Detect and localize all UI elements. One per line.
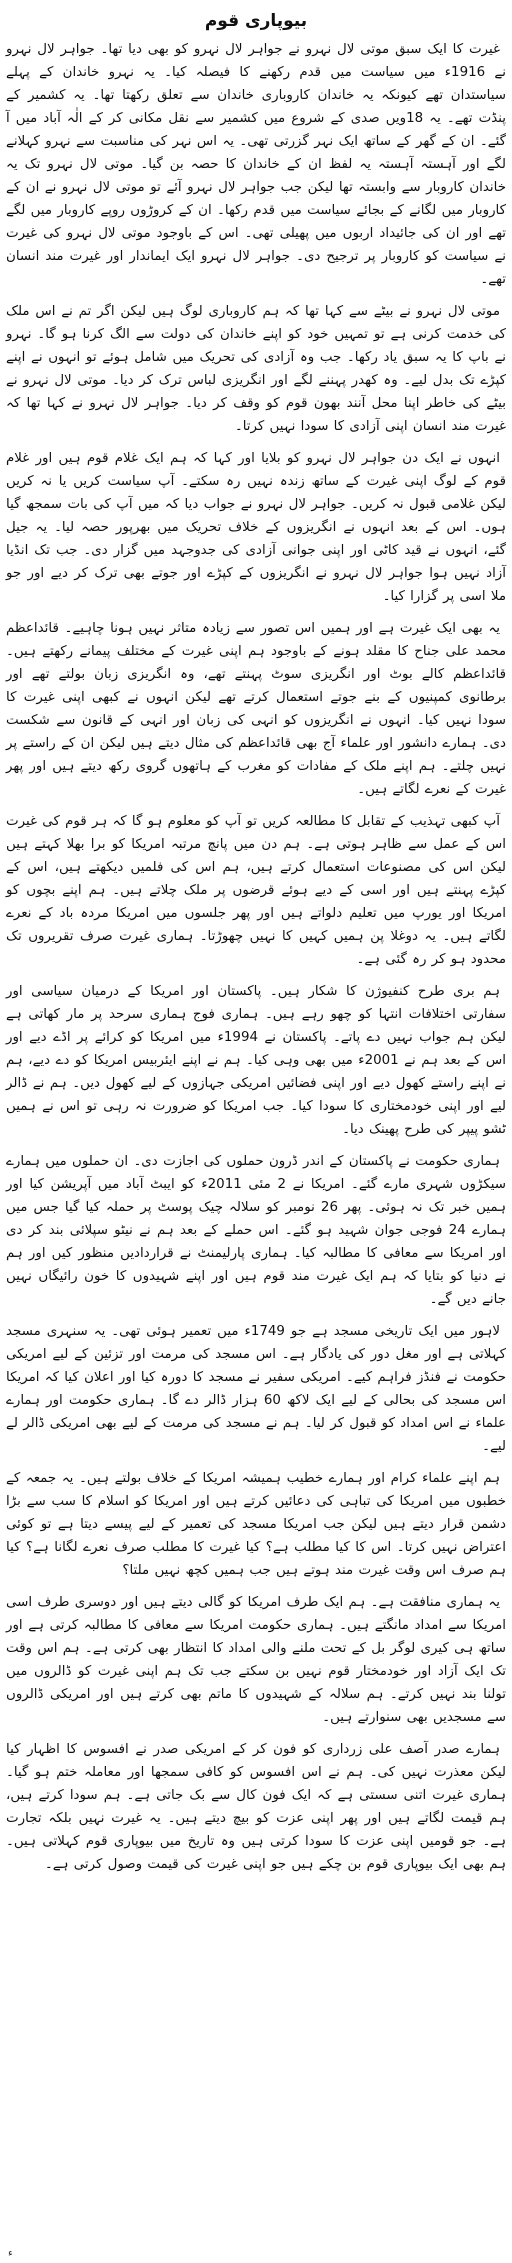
paragraph: ہم اپنے علماء کرام اور ہمارے خطیب ہمیشہ امریکا کے خلاف بولتے ہیں۔ یہ جمعہ کے خطبوں میں امریکا کی تباہی کی دعائیں کرتے ہیں اور امریکا کو اسلام کا سب سے بڑا دشمن قرار دیتے ہیں لیکن جب امریکا مسجد کی تعمیر کے لیے پیسے دیتا ہے تو کوئی اعتراض نہیں کرتا۔ اس کا کیا مطلب ہے؟ کیا غیرت کا مطلب صرف نعرے لگانا ہے؟ کیا ہم صرف اس وقت غیرت مند ہوتے ہیں جب ہمیں کچھ نہیں ملتا؟: [6, 1471, 506, 1578]
paragraph: آپ کبھی تہذیب کے تقابل کا مطالعہ کریں تو آپ کو معلوم ہو گا کہ ہر قوم کی غیرت اس کے عمل سے ظاہر ہوتی ہے۔ ہم دن میں پانچ مرتبہ امریکا کو برا بھلا کہتے ہیں لیکن اس کی مصنوعات استعمال کرتے ہیں، ہم اس کی فلمیں دیکھتے ہیں، اس کے کپڑے پہنتے ہیں اور اسی کے دیے ہوئے قرضوں پر ملک چلاتے ہیں۔ ہم اپنے بچوں کو امریکا اور یورپ میں تعلیم دلواتے ہیں اور پھر جلسوں میں امریکا مردہ باد کے نعرے لگاتے ہیں۔ یہ دوغلا پن ہمیں کہیں کا نہیں چھوڑتا۔ ہماری غیرت صرف تقریروں تک محدود ہو کر رہ گئی ہے۔: [6, 814, 506, 967]
paragraph: ہمارے صدر آصف علی زرداری کو فون کر کے امریکی صدر نے افسوس کا اظہار کیا لیکن معذرت نہیں کی۔ ہم نے اس افسوس کو کافی سمجھا اور معاملہ ختم ہو گیا۔ ہماری غیرت اتنی سستی ہے کہ ایک فون کال سے بک جاتی ہے۔ ہم سودا کرتے ہیں، ہم قیمت لگاتے ہیں اور پھر اپنی عزت کو بیچ دیتے ہیں۔ یہ غیرت نہیں بلکہ تجارت ہے۔ جو قومیں اپنی عزت کا سودا کرتی ہیں وہ تاریخ میں بیوپاری قوم کہلاتی ہیں۔ ہم بھی ایک بیوپاری قوم بن چکے ہیں جو اپنی غیرت کی قیمت وصول کرتی ہے۔: [6, 1742, 506, 1872]
article-body: [6, 38, 506, 1876]
paragraph: یہ ہماری منافقت ہے۔ ہم ایک طرف امریکا کو گالی دیتے ہیں اور دوسری طرف اسی امریکا سے امداد مانگتے ہیں۔ ہماری حکومت امریکا سے معافی کا مطالبہ کرتی ہے اور ساتھ ہی کیری لوگر بل کے تحت ملنے والی امداد کا انتظار بھی کرتی ہے۔ ہم اس وقت تک ایک آزاد اور خودمختار قوم نہیں بن سکتے جب تک ہم اپنی غیرت کو ڈالروں میں تولنا بند نہیں کرتے۔ ہم سلالہ کے شہیدوں کا ماتم بھی کرتے ہیں اور امریکی ڈالروں سے مسجدیں بھی سنوارتے ہیں۔: [6, 1595, 506, 1725]
paragraph: غیرت کا ایک سبق موتی لال نہرو نے جواہر لال نہرو کو بھی دیا تھا۔ جواہر لال نہرو نے 1916ء میں سیاست میں قدم رکھنے کا فیصلہ کیا۔ یہ نہرو خاندان کے پہلے سیاستدان تھے کیونکہ یہ خاندان کاروباری خاندان سے تعلق رکھتا تھا۔ یہ کشمیر کے پنڈت تھے۔ یہ 18ویں صدی کے شروع میں کشمیر سے نقل مکانی کر کے الٰہ آباد میں آ گئے۔ ان کے گھر کے ساتھ ایک نہر گزرتی تھی۔ یہ اس نہر کی مناسبت سے نہرو کہلانے لگے اور آہستہ آہستہ یہ لفظ ان کے خاندان کا حصہ بن گیا۔ موتی لال نہرو تک یہ خاندان کاروبار سے وابستہ تھا لیکن جب جواہر لال نہرو آئے تو موتی لال نہرو نے ان کے کاروبار میں لگانے کے بجائے سیاست میں قدم رکھا۔ ان کے کروڑوں روپے کاروبار میں لگے تھے اور ان کی جائیداد اربوں میں پھیلی تھی۔ اس کے باوجود موتی لال نہرو کی غیرت نے سیاست کو کاروبار پر ترجیح دی۔ جواہر لال نہرو ایک ایماندار اور غیرت مند انسان تھے۔: [6, 42, 506, 287]
article-headline: بیوپاری قوم: [204, 11, 308, 31]
paragraph: یہ بھی ایک غیرت ہے اور ہمیں اس تصور سے زیادہ متاثر نہیں ہونا چاہیے۔ قائداعظم محمد علی جناح کا مقلد ہونے کے باوجود ہم اپنی غیرت کے مختلف پیمانے رکھتے ہیں۔ قائداعظم کالے بوٹ اور انگریزی سوٹ پہنتے تھے، وہ انگریزی زبان بولتے تھے اور برطانوی کمپنیوں کے بنے جوتے استعمال کرتے تھے لیکن انہوں نے کبھی اپنی غیرت کا سودا نہیں کیا۔ انہوں نے انگریزوں کو انہی کی زبان اور انہی کے قانون سے شکست دی۔ ہمارے دانشور اور علماء آج بھی قائداعظم کی مثال دیتے ہیں لیکن ان کے راستے پر نہیں چلتے۔ ہم اپنے ملک کے مفادات کو مغرب کے ہاتھوں گروی رکھ دیتے ہیں اور پھر غیرت کے نعرے لگاتے ہیں۔: [6, 621, 506, 797]
paragraph: ہماری حکومت نے پاکستان کے اندر ڈرون حملوں کی اجازت دی۔ ان حملوں میں ہمارے سیکڑوں شہری مارے گئے۔ امریکا نے 2 مئی 2011ء کو ایبٹ آباد میں آپریشن کیا اور ہمیں خبر تک نہ ہوئی۔ پھر 26 نومبر کو سلالہ چیک پوسٹ پر حملہ کیا گیا جس میں ہمارے 24 فوجی جوان شہید ہو گئے۔ اس حملے کے بعد ہم نے نیٹو سپلائی بند کر دی اور امریکا سے معافی کا مطالبہ کیا۔ ہماری پارلیمنٹ نے قراردادیں منظور کیں اور ہم نے دنیا کو بتایا کہ ہم ایک غیرت مند قوم ہیں اور اپنے شہیدوں کا خون رائیگاں نہیں جانے دیں گے۔: [6, 1154, 506, 1307]
paragraph: موتی لال نہرو نے بیٹے سے کہا تھا کہ ہم کاروباری لوگ ہیں لیکن اگر تم نے اس ملک کی خدمت کرنی ہے تو تمہیں خود کو اپنے خاندان کی دولت سے الگ کرنا ہو گا۔ نہرو نے باپ کا یہ سبق یاد رکھا۔ جب وہ آزادی کی تحریک میں شامل ہوئے تو انہوں نے اپنے کپڑے تک بدل لیے۔ وہ کھدر پہننے لگے اور انگریزی لباس ترک کر دیا۔ موتی لال نہرو نے بیٹے کی خاطر اپنا محل آنند بھون قوم کو وقف کر دیا۔ جواہر لال نہرو نے کہا تھا کہ غیرت مند انسان اپنی آزادی کا سودا نہیں کرتا۔: [6, 304, 506, 434]
paragraph: انہوں نے ایک دن جواہر لال نہرو کو بلایا اور کہا کہ ہم ایک غلام قوم ہیں اور غلام قوم کے لوگ اپنی غیرت کے ساتھ زندہ نہیں رہ سکتے۔ آپ سیاست کریں یا نہ کریں لیکن غلامی قبول نہ کریں۔ جواہر لال نہرو نے جواب دیا کہ میں آپ کی بات سمجھ گیا ہوں۔ اس کے بعد انہوں نے انگریزوں کے خلاف تحریک میں بھرپور حصہ لیا۔ یہ جیل گئے، انہوں نے قید کاٹی اور اپنی جوانی آزادی کی جدوجہد میں گزار دی۔ جب تک انڈیا آزاد نہیں ہوا جواہر لال نہرو نے انگریزوں کے کپڑے اور جوتے بھی ترک کر دیے اور جو ملا اسی پر گزارا کیا۔: [6, 451, 506, 604]
paragraph: ہم بری طرح کنفیوژن کا شکار ہیں۔ پاکستان اور امریکا کے درمیان سیاسی اور سفارتی اختلافات انتہا کو چھو رہے ہیں۔ ہماری فوج ہماری سرحد پر مار کھاتی ہے لیکن ہم جواب نہیں دے پاتے۔ پاکستان نے 1994ء میں امریکا کو کرائے پر اڈے دیے اور اس کے بعد ہم نے 2001ء میں بھی وہی کیا۔ ہم نے اپنے ایئربیس امریکا کو دے دیے، ہم نے اپنے راستے کھول دیے اور اپنی فضائیں امریکی جہازوں کے لیے کھول دیں۔ ہم نے ڈالر لیے اور اپنی خودمختاری کا سودا کیا۔ جب امریکا کو ضرورت نہ رہی تو اس نے ہمیں ٹشو پیپر کی طرح پھینک دیا۔: [6, 984, 506, 1137]
corner-mark: ء: [8, 2248, 13, 2259]
paragraph: لاہور میں ایک تاریخی مسجد ہے جو 1749ء میں تعمیر ہوئی تھی۔ یہ سنہری مسجد کہلاتی ہے اور مغل دور کی یادگار ہے۔ اس مسجد کی مرمت اور تزئین کے لیے امریکی حکومت نے فنڈز فراہم کیے۔ امریکی سفیر نے مسجد کا دورہ کیا اور اعلان کیا کہ امریکا اس مسجد کی بحالی کے لیے ایک لاکھ 60 ہزار ڈالر دے گا۔ ہماری حکومت اور ہمارے علماء نے اس امداد کو قبول کر لیا۔ ہم نے مسجد کی مرمت کے لیے بھی امریکی ڈالر لے لیے۔: [6, 1324, 506, 1454]
